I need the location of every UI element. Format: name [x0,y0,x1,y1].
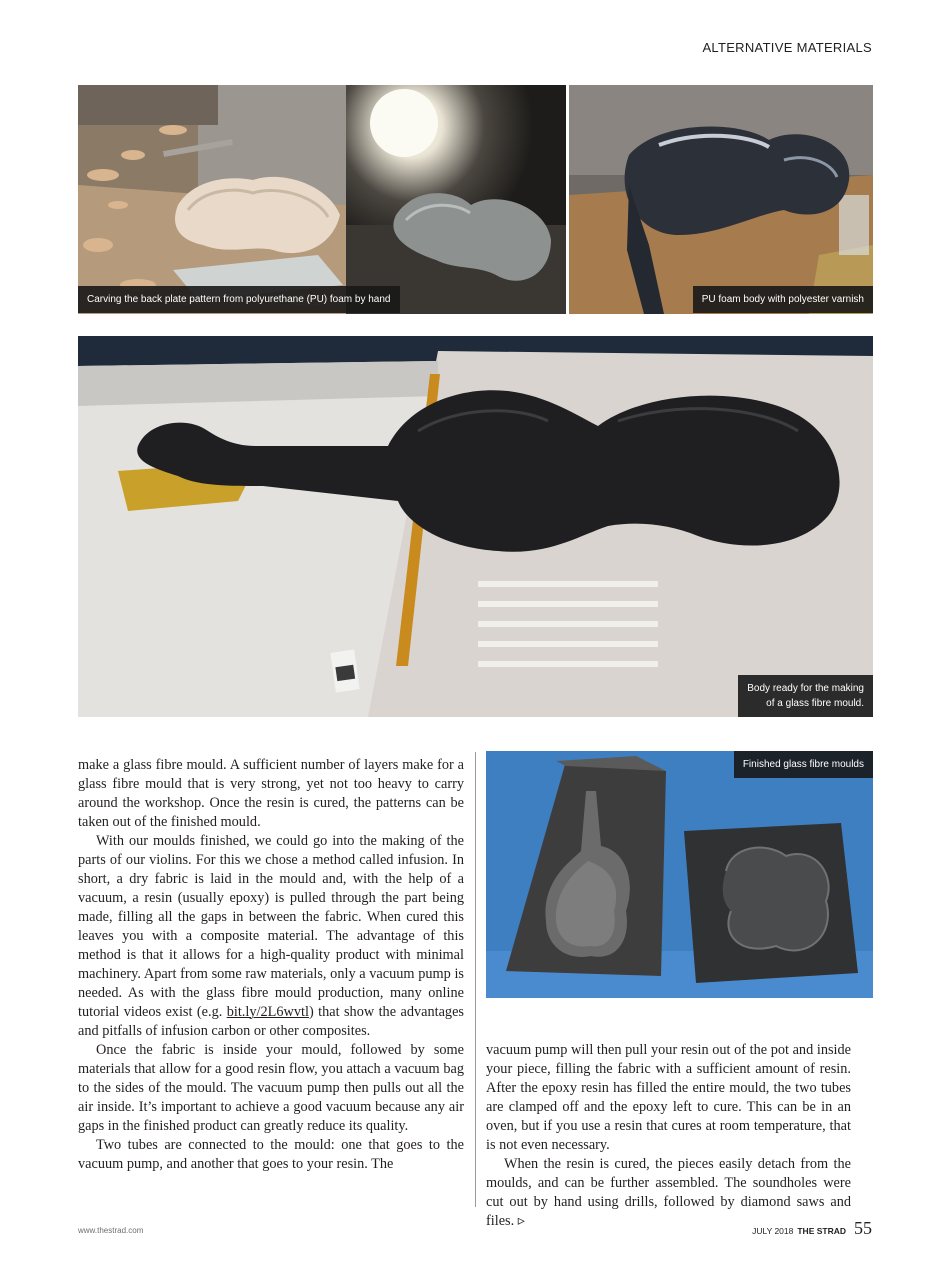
page-number: 55 [854,1218,872,1238]
footer-issue-info [752,1218,872,1239]
right-paragraph-1: vacuum pump will then pull your resin out of the pot and inside your piece, filling the fabric with a sufficient amount of resin. After the epoxy resin has filled the entire mould, the two tubes are clamped off and the epoxy left to cure. This can be in an oven, but if you use a resin that cures at room temperature, that is not even necessary. [486,1042,851,1153]
section-title: ALTERNATIVE MATERIALS [702,40,872,55]
tutorial-link[interactable]: bit.ly/2L6wvtl [226,1004,309,1020]
photo-finished-moulds-image [486,751,873,998]
left-paragraph-2 [78,832,464,1041]
end-mark-icon: ▹ [517,1213,525,1229]
footer-website: www.thestrad.com [78,1226,144,1235]
right-paragraph-2-text: When the resin is cured, the pieces easily detach from the moulds, and can be further assembled. The soundholes were cut out by hand using drills, followed by diamond saws and files. [486,1156,851,1229]
caption-body-ready-line1: Body ready for the making [747,683,864,694]
caption-varnish: PU foam body with polyester varnish [693,286,873,313]
photo-varnished-body [569,85,873,314]
photo-lamp-body [346,85,566,314]
left-paragraph-2-text: With our moulds finished, we could go into the making of the parts of our violins. For this we chose a method called infusion. In short, a dry fabric is laid in the mould and, with the help of a vacuum, a resin (usually epoxy) is pulled through the part being made, filling all the gaps in between the fabric. When cured this leaves you with a composite material. The advantage of this method is that it allows for a high-quality product with minimal machinery. Apart from some raw materials, only a vacuum pump is needed. As with the glass fibre mould production, many online tutorial videos exist (e.g. [78,833,464,1020]
caption-body-ready [738,675,873,717]
left-paragraph-3: Once the fabric is inside your mould, followed by some materials that allow for a good resin flow, you attach a vacuum bag to the sides of the mould. The vacuum pump then pulls out all the air inside. It’s important to achieve a good vacuum because any air gaps in the finished product can greatly reduce its quality. [78,1042,464,1134]
article-left-column [78,756,464,1174]
footer-brand: THE STRAD [797,1226,846,1236]
photo-carving-foam [78,85,346,314]
photo-carving-foam-image [78,85,346,314]
caption-carving: Carving the back plate pattern from polyurethane (PU) foam by hand [78,286,400,313]
left-paragraph-4: Two tubes are connected to the mould: one that goes to the vacuum pump, and another that goes to your resin. The [78,1137,464,1172]
photo-lamp-body-image [346,85,566,314]
article-right-column [486,1041,851,1231]
caption-body-ready-line2: of a glass fibre mould. [766,698,864,709]
left-paragraph-1: make a glass fibre mould. A sufficient number of layers make for a glass fibre mould that is very strong, yet not too heavy to carry around the workshop. Once the resin is cured, the patterns can be taken out of the finished mould. [78,757,464,830]
photo-varnished-body-image [569,85,873,314]
photo-finished-moulds [486,751,873,998]
left-paragraph-2-tail: ) that show the advantages and pitfalls of infusion carbon or other composites. [78,1004,464,1039]
column-divider [475,752,476,1207]
photo-body-ready [78,336,873,717]
caption-moulds: Finished glass fibre moulds [734,751,873,778]
photo-body-ready-image [78,336,873,717]
footer-issue-date: JULY 2018 [752,1226,794,1236]
